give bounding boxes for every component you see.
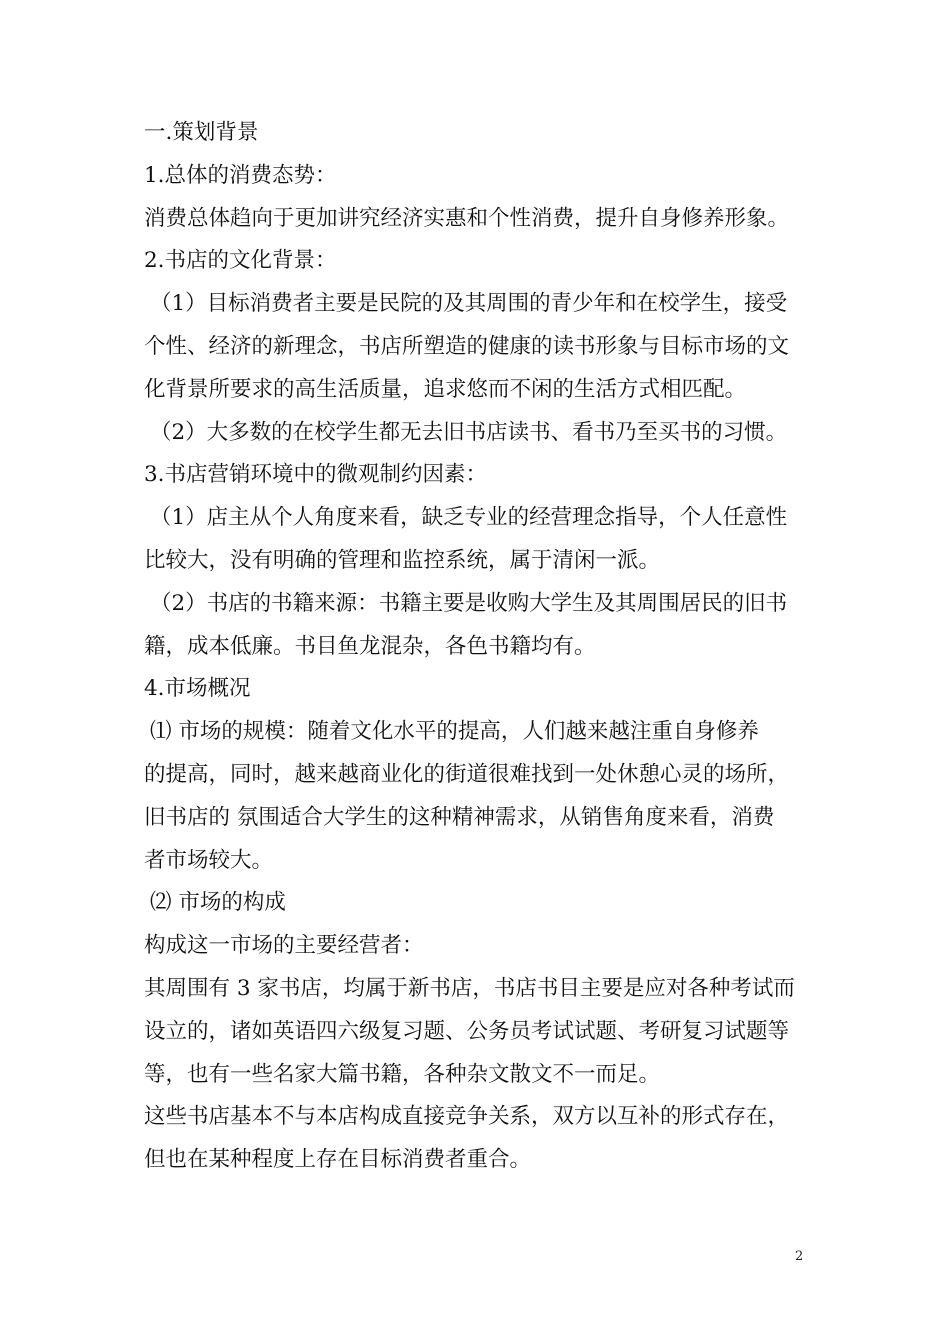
section-heading-planning-background: 一.策划背景	[144, 120, 259, 145]
paragraph-line: 其周围有 3 家书店，均属于新书店，书店书目主要是应对各种考试而	[144, 975, 795, 1001]
subheading-cultural-background: 2.书店的文化背景：	[144, 248, 337, 274]
paragraph-line: 化背景所要求的高生活质量，追求悠而不闲的生活方式相匹配。	[144, 376, 747, 402]
paragraph-line: （1）店主从个人角度来看，缺乏专业的经营理念指导，个人任意性	[150, 505, 788, 531]
paragraph-line: （2）书店的书籍来源：书籍主要是收购大学生及其周围居民的旧书	[150, 590, 788, 616]
paragraph-line: 但也在某种程度上存在目标消费者重合。	[144, 1147, 532, 1173]
paragraph-line: 设立的，诸如英语四六级复习题、公务员考试试题、考研复习试题等	[144, 1018, 790, 1044]
paragraph-line: （2）大多数的在校学生都无去旧书店读书、看书乃至买书的习惯。	[150, 419, 788, 445]
document-body	[144, 112, 812, 1182]
paragraph-line: 这些书店基本不与本店构成直接竞争关系，双方以互补的形式存在，	[144, 1104, 790, 1130]
paragraph-line: 者市场较大。	[144, 847, 274, 873]
paragraph-line: 构成这一市场的主要经营者：	[144, 933, 424, 959]
page-number: 2	[795, 1249, 804, 1264]
paragraph-line: 旧书店的 氛围适合大学生的这种精神需求，从销售角度来看，消费	[144, 804, 775, 830]
paragraph-line: （1）目标消费者主要是民院的及其周围的青少年和在校学生，接受	[150, 291, 788, 317]
paragraph-line: 等，也有一些名家大篇书籍，各种杂文散文不一而足。	[144, 1061, 661, 1087]
paragraph-line: 的提高，同时，越来越商业化的街道很难找到一处休憩心灵的场所，	[144, 761, 790, 787]
paragraph-line: ⑵ 市场的构成	[150, 890, 286, 916]
paragraph-line: 消费总体趋向于更加讲究经济实惠和个性消费，提升自身修养形象。	[144, 205, 790, 231]
paragraph-line: 籍，成本低廉。书目鱼龙混杂，各色书籍均有。	[144, 633, 596, 659]
subheading-market-overview: 4.市场概况	[144, 676, 251, 702]
subheading-micro-constraints: 3.书店营销环境中的微观制约因素：	[144, 462, 488, 488]
subheading-consumption-trend: 1.总体的消费态势：	[144, 162, 337, 188]
paragraph-line: ⑴ 市场的规模：随着文化水平的提高，人们越来越注重自身修养	[150, 719, 759, 745]
paragraph-line: 比较大，没有明确的管理和监控系统，属于清闲一派。	[144, 547, 661, 573]
paragraph-line: 个性、经济的新理念，书店所塑造的健康的读书形象与目标市场的文	[144, 333, 790, 359]
